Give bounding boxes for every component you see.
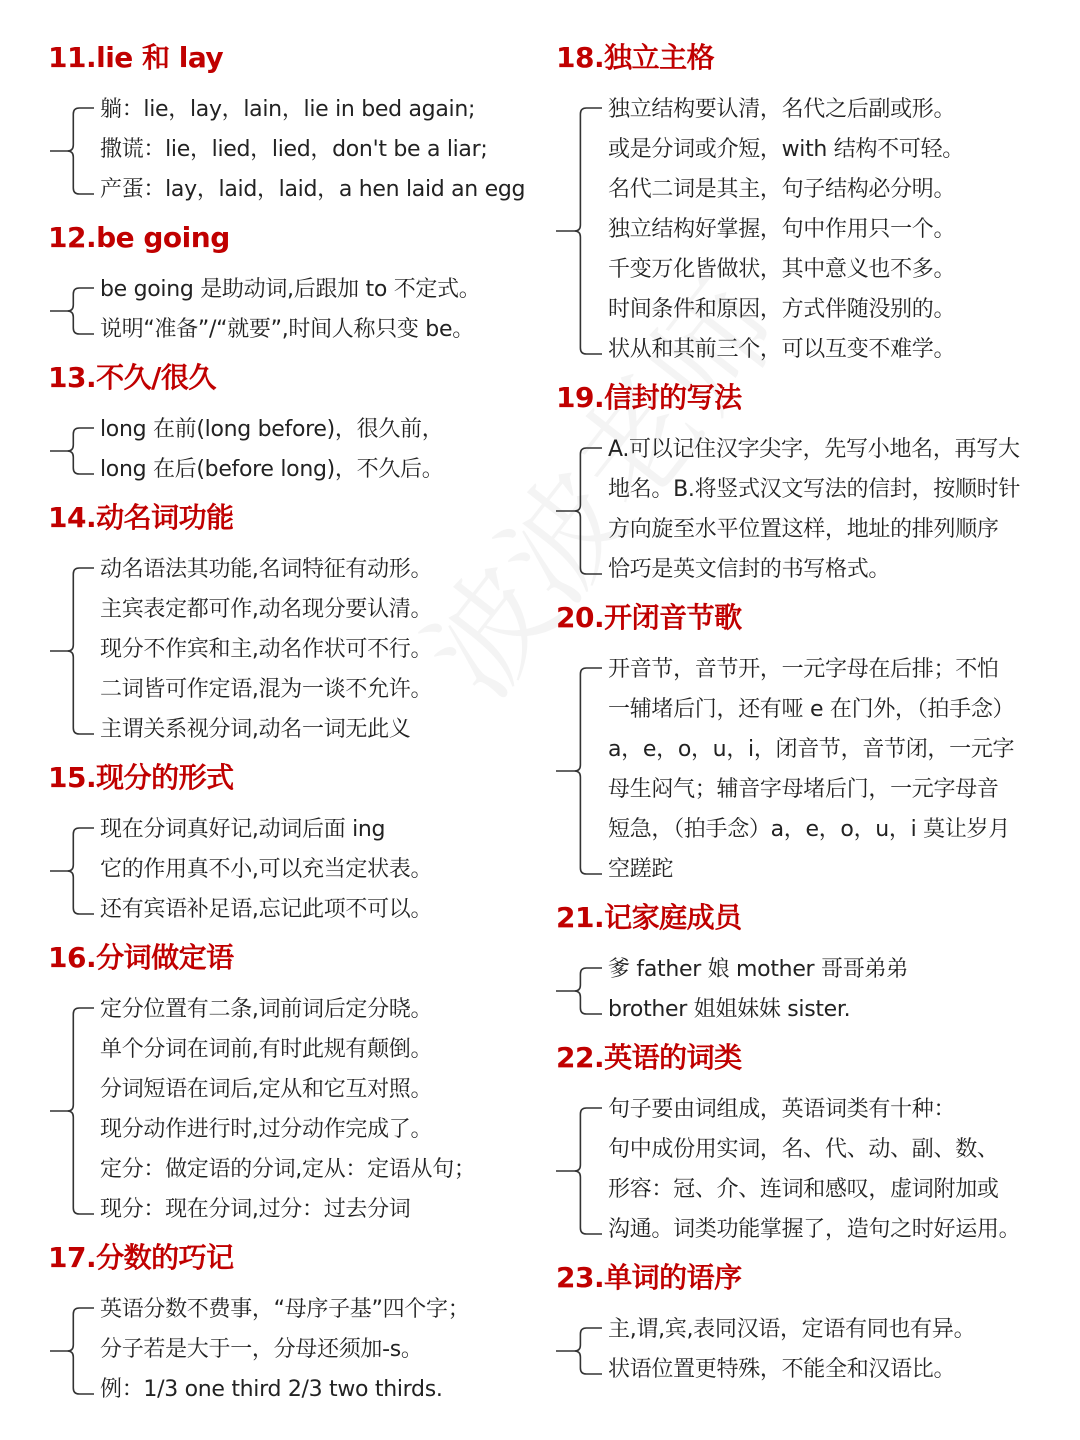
list-item: 独立结构好掌握，句中作用只一个。 (608, 217, 956, 242)
list-item: 例：1/3 one third 2/3 two thirds. (100, 1377, 443, 1402)
brace-bracket (48, 760, 98, 918)
section-title: 18.独立主格 (556, 41, 715, 74)
list-item: 躺：lie，lay，lain，lie in bed again; (100, 97, 476, 122)
list-item: 分词短语在词后,定从和它互对照。 (100, 1077, 433, 1102)
list-item: 形容：冠、介、连词和感叹，虚词附加或 (608, 1177, 999, 1202)
list-item: 动名语法其功能,名词特征有动形。 (100, 557, 433, 582)
section-items (608, 1090, 1080, 1250)
section-items (608, 950, 1080, 1030)
list-item: 还有宾语补足语,忘记此项不可以。 (100, 897, 433, 922)
brace-bracket (48, 940, 98, 1218)
section-title: 15.现分的形式 (48, 761, 234, 794)
section-title: 17.分数的巧记 (48, 1241, 234, 1274)
list-item: 独立结构要认清，名代之后副或形。 (608, 97, 956, 122)
list-item: long 在前(long before)，很久前， (100, 417, 444, 442)
list-item: 开音节，音节开，一元字母在后排；不怕 (608, 657, 999, 682)
list-item: 母生闷气；辅音字母堵后门，一元字母音 (608, 777, 999, 802)
section-items (100, 550, 540, 750)
brace-path (50, 108, 94, 194)
list-item: be going 是助动词,后跟加 to 不定式。 (100, 277, 481, 302)
brace-path (556, 668, 602, 874)
list-item: 现分动作进行时,过分动作完成了。 (100, 1117, 433, 1142)
section-title: 21.记家庭成员 (556, 901, 742, 934)
list-item: 撒谎：lie，lied，lied，don't be a liar; (100, 137, 488, 162)
list-item: 单个分词在词前,有时此规有颠倒。 (100, 1037, 433, 1062)
list-item: 现分：现在分词,过分：过去分词 (100, 1197, 411, 1222)
brace-bracket (554, 600, 606, 878)
section-items (100, 410, 540, 490)
list-item: 说明“准备”/“就要”,时间人称只变 be。 (100, 317, 474, 342)
list-item: 千变万化皆做状，其中意义也不多。 (608, 257, 956, 282)
list-item: 沟通。词类功能掌握了，造句之时好运用。 (608, 1217, 1021, 1242)
brace-bracket (554, 1260, 606, 1378)
list-item: 时间条件和原因，方式伴随没别的。 (608, 297, 956, 322)
brace-path (50, 1308, 94, 1394)
list-item: 短急，（拍手念）a，e，o，u，i 莫让岁月 (608, 817, 1010, 842)
section-title: 22.英语的词类 (556, 1041, 742, 1074)
list-item: 或是分词或介短，with 结构不可轻。 (608, 137, 964, 162)
list-item: 现分不作宾和主,动名作状可不行。 (100, 637, 433, 662)
list-item: 地名。B.将竖式汉文写法的信封，按顺时针 (608, 477, 1021, 502)
brace-path (50, 1008, 94, 1214)
section-title: 11.lie 和 lay (48, 41, 224, 74)
list-item: long 在后(before long)，不久后。 (100, 457, 444, 482)
section-items (608, 1310, 1080, 1390)
section-items (100, 810, 540, 930)
list-item: 现在分词真好记,动词后面 ing (100, 817, 386, 842)
section-title: 19.信封的写法 (556, 381, 742, 414)
brace-path (50, 428, 94, 474)
section-title: 14.动名词功能 (48, 501, 234, 534)
section-items (100, 90, 540, 210)
list-item: 英语分数不费事，“母序子基”四个字； (100, 1297, 470, 1322)
list-item: 分子若是大于一，分母还须加-s。 (100, 1337, 423, 1362)
brace-path (556, 1108, 602, 1234)
brace-path (556, 968, 602, 1014)
list-item: 主谓关系视分词,动名一词无此义 (100, 717, 411, 742)
list-item: A.可以记住汉字尖字，先写小地名，再写大 (608, 437, 1020, 462)
section-title: 13.不久/很久 (48, 361, 216, 394)
list-item: 恰巧是英文信封的书写格式。 (608, 557, 891, 582)
section-title: 23.单词的语序 (556, 1261, 742, 1294)
brace-bracket (48, 500, 98, 738)
brace-path (556, 1328, 602, 1374)
brace-path (50, 288, 94, 334)
section-items (608, 430, 1080, 590)
list-item: 空蹉跎 (608, 857, 674, 882)
brace-path (50, 568, 94, 734)
list-item: 句中成份用实词，名、代、动、副、数、 (608, 1137, 999, 1162)
list-item: 产蛋：lay，laid，laid，a hen laid an egg (100, 177, 526, 202)
section-items (608, 90, 1080, 370)
list-item: 句子要由词组成，英语词类有十种： (608, 1097, 956, 1122)
list-item: 二词皆可作定语,混为一谈不允许。 (100, 677, 433, 702)
list-item: 定分位置有二条,词前词后定分晓。 (100, 997, 433, 1022)
list-item: 状从和其前三个，可以互变不难学。 (608, 337, 956, 362)
brace-bracket (554, 900, 606, 1018)
section-items (608, 650, 1080, 890)
brace-bracket (48, 360, 98, 478)
list-item: 它的作用真不小,可以充当定状表。 (100, 857, 433, 882)
section-title: 20.开闭音节歌 (556, 601, 742, 634)
brace-bracket (48, 1240, 98, 1398)
section-title: 16.分词做定语 (48, 941, 234, 974)
list-item: 名代二词是其主，句子结构必分明。 (608, 177, 956, 202)
brace-bracket (554, 380, 606, 578)
section-items (100, 270, 540, 350)
list-item: 主宾表定都可作,动名现分要认清。 (100, 597, 433, 622)
list-item: 一辅堵后门，还有哑 e 在门外，（拍手念） (608, 697, 1015, 722)
list-item: 方向旋至水平位置这样，地址的排列顺序 (608, 517, 999, 542)
brace-path (556, 448, 602, 574)
list-item: 爹 father 娘 mother 哥哥弟弟 (608, 957, 908, 982)
list-item: 状语位置更特殊，不能全和汉语比。 (608, 1357, 956, 1382)
brace-bracket (48, 40, 98, 198)
list-item: 主,谓,宾,表同汉语，定语有同也有异。 (608, 1317, 976, 1342)
section-items (100, 990, 540, 1230)
list-item: brother 姐姐妹妹 sister. (608, 997, 851, 1022)
brace-bracket (554, 40, 606, 358)
brace-bracket (48, 220, 98, 338)
section-items (100, 1290, 540, 1410)
list-item: 定分：做定语的分词,定从：定语从句； (100, 1157, 476, 1182)
section-title: 12.be going (48, 221, 230, 254)
brace-path (50, 828, 94, 914)
list-item: a，e，o，u，i，闭音节，音节闭，一元字 (608, 737, 1015, 762)
brace-bracket (554, 1040, 606, 1238)
brace-path (556, 108, 602, 354)
